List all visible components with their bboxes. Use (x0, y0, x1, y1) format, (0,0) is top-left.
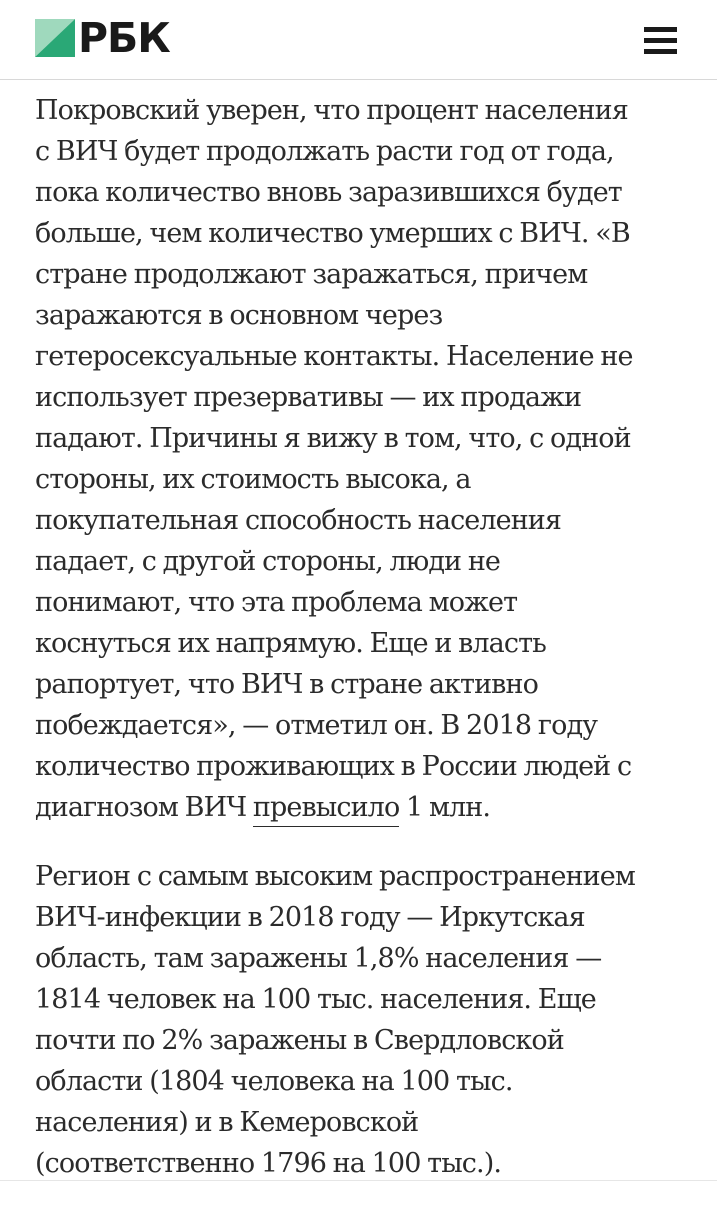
text-line: диагнозом ВИЧ (35, 792, 253, 823)
text-line: почти по 2% заражены в Свердловской (35, 1025, 564, 1056)
text-line: Регион с самым высоким распространением (35, 861, 635, 892)
bottom-edge-overlay (0, 1180, 717, 1201)
text-line: стороны, их стоимость высока, а (35, 464, 471, 495)
text-line: 1814 человек на 100 тыс. населения. Еще (35, 984, 596, 1015)
menu-bar-top (644, 27, 677, 32)
text-line: стране продолжают заражаться, причем (35, 259, 588, 290)
text-line: Покровский уверен, что процент населения (35, 95, 628, 126)
article-link-exceeded[interactable]: превысило (253, 792, 399, 827)
text-line: область, там заражены 1,8% населения — (35, 943, 602, 974)
text-line: ВИЧ-инфекции в 2018 году — Иркутская (35, 902, 585, 933)
text-line: гетеросексуальные контакты. Население не (35, 341, 633, 372)
text-line: (соответственно 1796 на 100 тыс.). (35, 1148, 502, 1179)
hamburger-menu-icon[interactable] (642, 23, 680, 57)
menu-bar-bottom (644, 49, 677, 54)
rbc-logo[interactable] (35, 14, 170, 62)
menu-bar-middle (644, 38, 677, 43)
text-line: населения) и в Кемеровской (35, 1107, 419, 1138)
logo-text: РБК (78, 14, 170, 62)
article-paragraph-2 (35, 856, 700, 1184)
text-line: покупательная способность населения (35, 505, 562, 536)
text-line: больше, чем количество умерших с ВИЧ. «В (35, 218, 630, 249)
text-line: падает, с другой стороны, люди не (35, 546, 501, 577)
article-paragraph-1 (35, 90, 700, 828)
text-line: побеждается», — отметил он. В 2018 году (35, 710, 598, 741)
rbc-logo-mark-icon (35, 19, 75, 57)
text-line: области (1804 человека на 100 тыс. (35, 1066, 513, 1097)
text-line: заражаются в основном через (35, 300, 443, 331)
text-line: 1 млн. (399, 792, 491, 823)
text-line: пока количество вновь заразившихся будет (35, 177, 622, 208)
text-line: использует презервативы — их продажи (35, 382, 582, 413)
text-line: понимают, что эта проблема может (35, 587, 518, 618)
article-body (35, 90, 700, 1212)
text-line: с ВИЧ будет продолжать расти год от года, (35, 136, 614, 167)
text-line: количество проживающих в России людей с (35, 751, 632, 782)
text-line: рапортует, что ВИЧ в стране активно (35, 669, 538, 700)
site-header (0, 0, 717, 80)
text-line: коснуться их напрямую. Еще и власть (35, 628, 546, 659)
text-line: падают. Причины я вижу в том, что, с одной (35, 423, 631, 454)
